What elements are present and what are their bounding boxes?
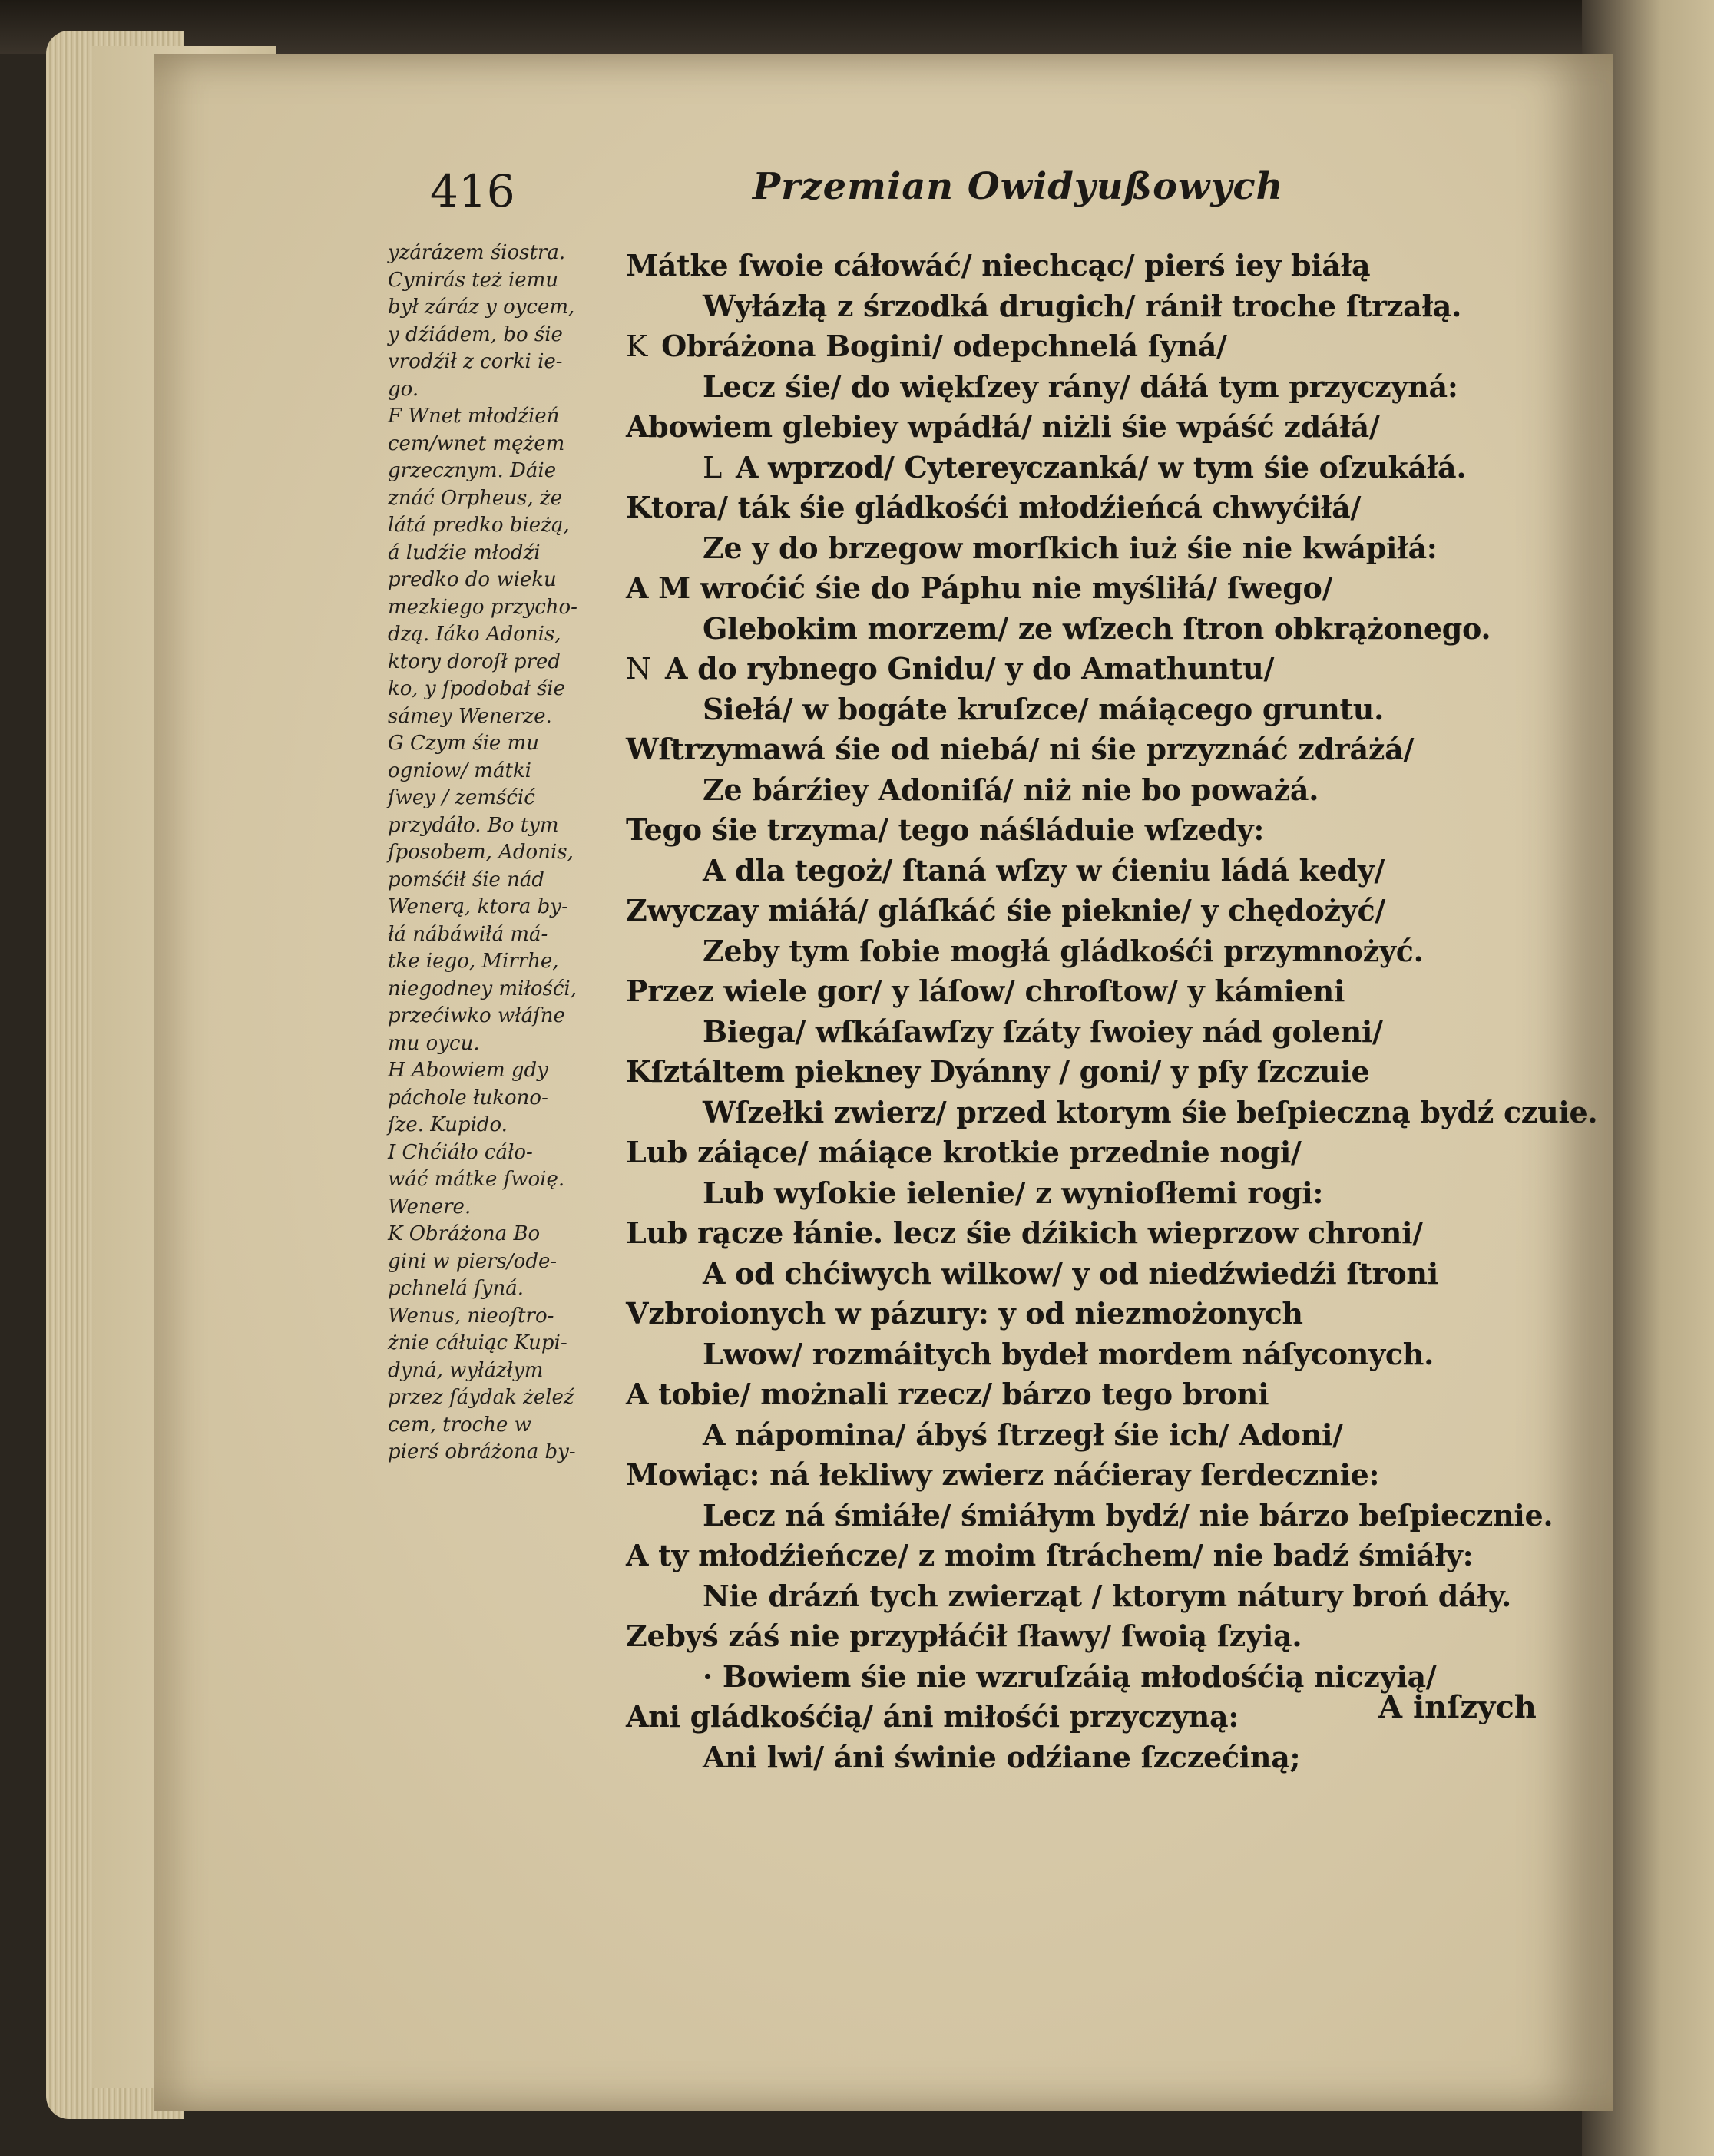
verse-line-text: A do rybnego Gnidu/ y do Amathuntu/ xyxy=(664,651,1275,686)
margin-note-line: ſposobem, Adonis, xyxy=(388,841,574,864)
verse-line-text: Tego śie trzyma/ tego náśláduie wſzedy: xyxy=(626,812,1265,847)
note-marker: L xyxy=(703,450,722,484)
margin-note-line: grzecznym. Dáie xyxy=(388,459,557,482)
note-marker: N xyxy=(626,652,651,686)
verse-line xyxy=(626,1738,1547,1778)
verse-line xyxy=(626,246,1547,286)
margin-note-line: łá nábáwiłá má- xyxy=(388,922,548,946)
verse-line xyxy=(626,1133,1547,1173)
margin-note-line: przydáło. Bo tym xyxy=(388,813,559,837)
margin-note-line: znáć Orpheus, że xyxy=(388,486,562,510)
margin-note-line: H Abowiem gdy xyxy=(388,1059,548,1082)
verse-line-text: Nie drázń tych zwierząt / ktorym nátury broń dáły. xyxy=(703,1578,1511,1613)
verse-line-text: Wſzełki zwierz/ przed ktorym śie beſpieczną bydź czuie. xyxy=(703,1094,1598,1129)
margin-note-line: przećiwko włáſne xyxy=(388,1004,565,1027)
verse-line xyxy=(626,1294,1547,1334)
verse-line-text: Obráżona Bogini/ odepchnelá ſyná/ xyxy=(661,329,1227,363)
verse-line-text: A dla tegoż/ ſtaná wſzy w ćieniu ládá kedy/ xyxy=(703,852,1385,888)
verse-line-text: Kſztáltem piekney Dyánny / goni/ y pſy ſzczuie xyxy=(626,1054,1370,1089)
margin-note-line: był záráz y oycem, xyxy=(388,296,575,319)
verse-line-text: Mowiąc: ná łekliwy zwierz náćieray ſerdecznie: xyxy=(626,1457,1380,1492)
margin-note-line: predko do wieku xyxy=(388,568,557,591)
verse-line-text: Ktora/ ták śie gládkośći młodźieńcá chwyćiłá/ xyxy=(626,490,1362,524)
margin-note-line: F Wnet młodźień xyxy=(388,405,560,428)
verse-line xyxy=(626,448,1547,488)
margin-note-line: wáć mátke ſwoię. xyxy=(388,1168,565,1191)
verse-line xyxy=(626,971,1547,1012)
running-title: Przemian Owidyußowych xyxy=(753,165,1284,208)
verse-line xyxy=(626,931,1547,972)
margin-note-line: niegodney miłośći, xyxy=(388,977,577,1000)
verse-line-text: Vzbroionych w pázury: y od niezmożonych xyxy=(626,1296,1303,1331)
verse-line xyxy=(626,1254,1547,1295)
verse-line xyxy=(626,1052,1547,1093)
margin-note-line: mezkiego przycho- xyxy=(388,595,577,619)
margin-note-line: sámey Wenerze. xyxy=(388,704,552,728)
verse-line-text: Lwow/ rozmáitych bydeł mordem náſyconych. xyxy=(703,1336,1434,1371)
margin-note-line: pchnelá ſyná. xyxy=(388,1277,524,1300)
verse-line xyxy=(626,1213,1547,1254)
margin-note-line: ktory doroſł pred xyxy=(388,650,561,673)
margin-note-line: á ludźie młodźi xyxy=(388,541,541,564)
verse-line xyxy=(626,810,1547,851)
margin-note-line: cem, troche w xyxy=(388,1413,531,1437)
verse-line xyxy=(626,649,1547,689)
verse-line-text: A M wroćić śie do Páphu nie myśliłá/ ſwego/ xyxy=(626,570,1333,605)
verse-line xyxy=(626,891,1547,931)
note-marker: K xyxy=(626,329,648,363)
margin-note-line: ogniow/ mátki xyxy=(388,759,531,782)
verse-line-text: Lub rącze łánie. lecz śie dźikich wieprzow chroni/ xyxy=(626,1215,1423,1250)
margin-note-line: żnie cáłuiąc Kupi- xyxy=(388,1331,567,1354)
verse-line xyxy=(626,1173,1547,1214)
verse-line-text: A tobie/ możnali rzecz/ bárzo tego broni xyxy=(626,1377,1269,1411)
verse-line xyxy=(626,407,1547,448)
catchword: A inſzych xyxy=(1378,1689,1537,1725)
verse-line xyxy=(626,1334,1547,1375)
verse-line-text: Lecz ná śmiáłe/ śmiáłym bydź/ nie bárzo beſpiecznie. xyxy=(703,1497,1554,1533)
verse-line-text: Przez wiele gor/ y láſow/ chroſtow/ y kámieni xyxy=(626,974,1345,1008)
verse-line-text: Siełá/ w bogáte kruſzce/ máiącego gruntu. xyxy=(703,691,1385,726)
verse-line xyxy=(626,1496,1554,1536)
verse-line xyxy=(626,1616,1547,1657)
verse-line xyxy=(626,488,1547,528)
verse-line xyxy=(626,286,1547,327)
margin-note-line: Wenus, nieoſtro- xyxy=(388,1304,554,1328)
verse-line xyxy=(626,609,1547,650)
verse-line-text: Abowiem glebiey wpádłá/ niżli śie wpáść zdáłá/ xyxy=(626,409,1380,444)
verse-line-text: Lub wyſokie ielenie/ z wynioſłemi rogi: xyxy=(703,1175,1324,1210)
verse-line xyxy=(626,770,1547,811)
margin-note-line: yzárázem śiostra. xyxy=(388,241,566,264)
verse-line xyxy=(626,851,1547,891)
margin-note-line: páchole łukono- xyxy=(388,1086,548,1109)
margin-note-line: K Obráżona Bo xyxy=(388,1222,541,1245)
verse-line xyxy=(626,1576,1547,1617)
margin-note-line: pomśćił śie nád xyxy=(388,868,545,891)
verse-text xyxy=(626,246,1598,1777)
verse-line xyxy=(626,367,1547,408)
margin-note-line: I Chćiáło cáło- xyxy=(388,1140,533,1164)
verse-line-text: Zwyczay miáłá/ gláſkáć śie pieknie/ y chędożyć/ xyxy=(626,893,1385,928)
verse-line xyxy=(626,729,1547,770)
verse-line-text: Zebyś záś nie przypłáćił ſławy/ ſwoią ſzyią. xyxy=(626,1619,1302,1653)
verse-line xyxy=(626,528,1547,569)
verse-line-text: A ty młodźieńcze/ z moim ſtráchem/ nie badź śmiáły: xyxy=(626,1538,1474,1572)
margin-note-line: mu oycu. xyxy=(388,1031,480,1055)
verse-line xyxy=(626,1536,1547,1576)
verse-line xyxy=(626,326,1547,367)
verse-line-text: Ze bárźiey Adoniſá/ niż nie bo poważá. xyxy=(703,772,1319,807)
verse-line-text: Biega/ wſkáſawſzy ſzáty ſwoiey nád goleni/ xyxy=(703,1014,1383,1049)
verse-line-text: Ze y do brzegow morſkich iuż śie nie kwápiłá: xyxy=(703,530,1438,565)
verse-line-text: A nápomina/ ábyś ſtrzegł śie ich/ Adoni/ xyxy=(703,1417,1343,1452)
margin-note-line: go. xyxy=(388,377,419,401)
verse-line xyxy=(626,1093,1598,1133)
verse-line-text: Zeby tym ſobie mogłá gládkośći przymnożyć. xyxy=(703,933,1424,968)
margin-note-line: vrodźił z corki ie- xyxy=(388,350,563,373)
margin-note-line: Wenerą, ktora by- xyxy=(388,895,568,918)
verse-line-text: Wyłázłą z śrzodká drugich/ ránił troche ſtrzałą. xyxy=(703,288,1462,323)
margin-note-line: przez ſáydak żeleź xyxy=(388,1386,574,1409)
margin-note-line: pierś obráżona by- xyxy=(388,1440,576,1463)
margin-note-line: ſwey / zemśćić xyxy=(388,786,535,809)
verse-line-text: A wprzod/ Cytereyczanká/ w tym śie oſzukáłá. xyxy=(735,449,1467,484)
verse-line-text: Glebokim morzem/ ze wſzech ſtron obkrążonego. xyxy=(703,610,1491,646)
margin-note-line: dyná, wyłázłym xyxy=(388,1358,544,1382)
margin-note-line: Cynirás też iemu xyxy=(388,268,559,292)
margin-note-line: tke iego, Mirrhe, xyxy=(388,950,559,973)
margin-note-line: ſze. Kupido. xyxy=(388,1113,508,1136)
verse-line-text: Ani lwi/ áni świnie odźiane ſzczećiną; xyxy=(703,1739,1301,1774)
page-header xyxy=(430,165,1390,234)
verse-line xyxy=(626,689,1547,730)
verse-line xyxy=(626,1415,1547,1456)
margin-note-line: cem/wnet mężem xyxy=(388,432,565,455)
margin-note-line: Wenere. xyxy=(388,1195,472,1219)
margin-note-line: ko, y ſpodobał śie xyxy=(388,677,565,700)
verse-line-text: · Bowiem śie nie wzruſzáią młodośćią niczyią/ xyxy=(703,1658,1437,1694)
verse-line xyxy=(626,1012,1547,1053)
verse-line-text: A od chćiwych wilkow/ y od niedźwiedźi ſtroni xyxy=(703,1255,1438,1291)
margin-note-line: gini w piers/ode- xyxy=(388,1249,558,1273)
verse-line-text: Mátke ſwoie cáłowáć/ niechcąc/ pierś iey biáłą xyxy=(626,248,1371,283)
margin-note-line: G Czym śie mu xyxy=(388,732,539,755)
marginal-notes xyxy=(388,240,626,1467)
margin-note-line: dzą. Iáko Adonis, xyxy=(388,623,561,646)
verse-line-text: Lub záiące/ máiące krotkie przednie nogi/ xyxy=(626,1135,1302,1169)
verse-line xyxy=(626,1374,1547,1415)
verse-line-text: Wſtrzymawá śie od niebá/ ni śie przyznáć zdráżá/ xyxy=(626,732,1415,766)
verse-line-text: Ani gládkośćią/ áni miłośći przyczyną: xyxy=(626,1699,1239,1734)
margin-note-line: látá predko bieżą, xyxy=(388,514,570,537)
page-number: 416 xyxy=(430,165,515,217)
verse-line xyxy=(626,568,1547,609)
margin-note-line: y dźiádem, bo śie xyxy=(388,322,563,346)
verse-line-text: Lecz śie/ do więkſzey rány/ dáłá tym przyczyná: xyxy=(703,369,1458,404)
verse-line xyxy=(626,1455,1547,1496)
